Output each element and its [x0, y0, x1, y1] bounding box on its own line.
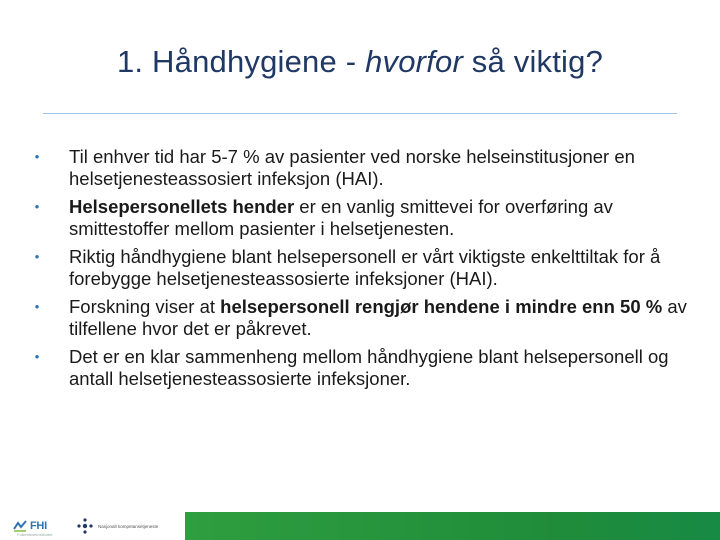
bullet-text: Til enhver tid har 5-7 % av pasienter ved norske helseinstitusjoner en helsetjenesteassosiert infeksjon (HAI). — [69, 146, 635, 189]
bullet-item — [30, 246, 690, 290]
bullet-item — [30, 346, 690, 390]
bullet-text: Forskning viser at — [69, 296, 221, 317]
bullet-text: Det er en klar sammenheng mellom håndhygiene blant helsepersonell og antall helsetjenesteassosierte infeksjoner. — [69, 346, 669, 389]
title-divider — [43, 113, 677, 114]
bullet-text: av tilfellene hvor det er påkrevet. — [69, 296, 687, 339]
title-emphasis: hvorfor — [365, 44, 463, 79]
title-suffix: så viktig? — [462, 44, 604, 79]
bullet-dot-icon: • — [34, 199, 40, 214]
bullet-text-bold: Helsepersonellets hender — [69, 196, 295, 217]
bullet-dot-icon: • — [34, 249, 40, 264]
bullet-text-bold: helsepersonell rengjør hendene i mindre enn 50 % — [220, 296, 663, 317]
bullet-item — [30, 146, 690, 190]
title-prefix: 1. Håndhygiene - — [116, 44, 366, 79]
bullet-dot-icon: • — [34, 149, 40, 164]
fhi-mark-icon — [13, 520, 27, 532]
partner-logo — [76, 518, 190, 534]
bullet-dot-icon: • — [34, 349, 40, 364]
bullet-dot-icon: • — [34, 299, 40, 314]
bullet-text: Riktig håndhygiene blant helsepersonell er vårt viktigste enkelttiltak for å forebygge helsetjenesteassosierte infeksjoner (HAI). — [69, 246, 661, 289]
bullet-text: er en vanlig smittevei for overføring av smittestoffer mellom pasienter i helsetjenesten. — [69, 196, 613, 239]
bullet-item — [30, 296, 690, 340]
partner-dots-icon — [76, 518, 94, 534]
bullet-list — [30, 146, 690, 396]
fhi-logo-text: FHI — [30, 520, 47, 532]
bullet-item — [30, 196, 690, 240]
partner-logo-text: Nasjonalt kompetansetjeneste — [98, 523, 159, 529]
footer-bar — [0, 512, 720, 540]
fhi-sub-text: Folkehelseinstituttet — [17, 532, 53, 537]
slide-title — [0, 44, 720, 80]
footer-green-band — [185, 512, 720, 540]
